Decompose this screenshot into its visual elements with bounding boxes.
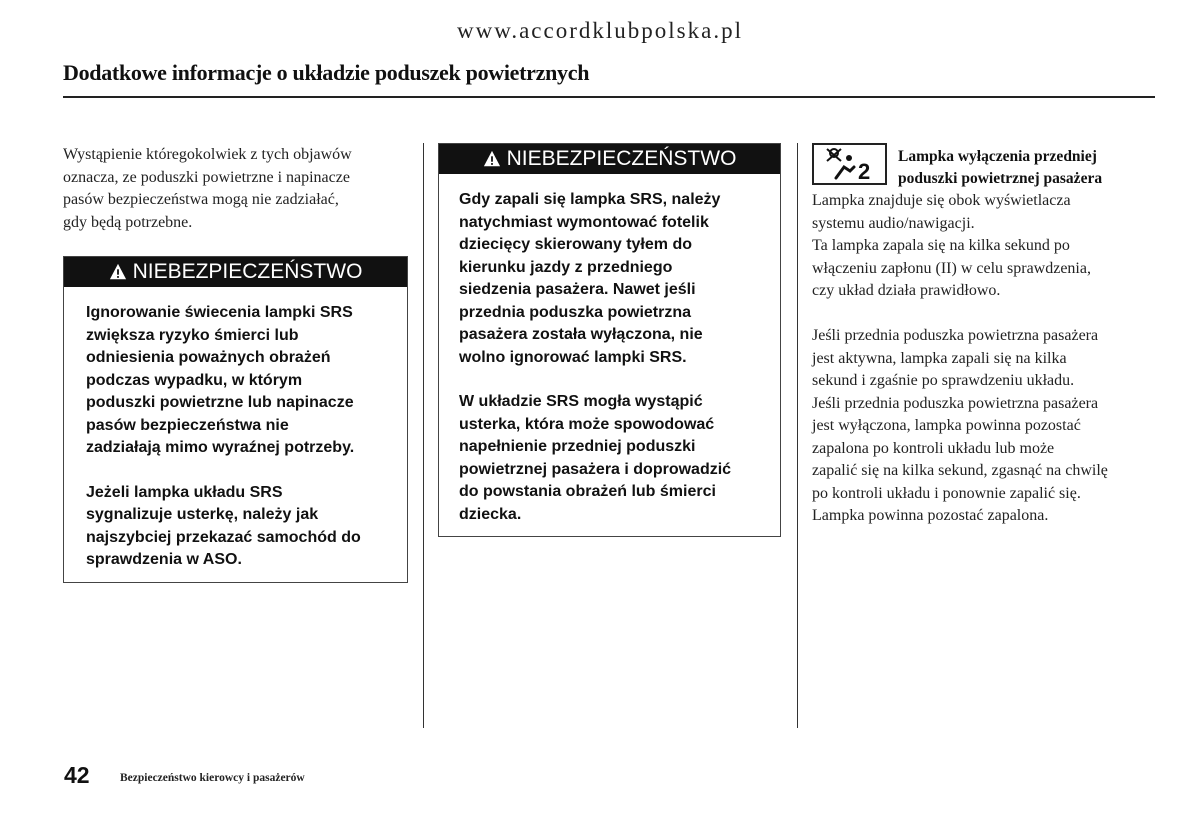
text-line: najszybciej przekazać samochód do	[86, 528, 361, 546]
text-line: wolno ignorować lampki SRS.	[459, 348, 687, 366]
text-line: Jeżeli lampka układu SRS	[86, 483, 283, 501]
text-line: pasów bezpieczeństwa mogą nie zadziałać,	[63, 191, 339, 208]
lamp-paragraph-1	[812, 190, 1162, 303]
text-line: odniesienia poważnych obrażeń	[86, 349, 331, 366]
warning-box-2	[438, 143, 781, 537]
text-line: oznacza, ze poduszki powietrzne i napinacze	[63, 168, 350, 186]
warning-paragraph	[459, 391, 772, 526]
text-line: Lampka powinna pozostać zapalona.	[812, 507, 1049, 524]
text-line: zadziałają mimo wyraźnej potrzeby.	[86, 439, 355, 456]
text-line: poduszki powietrznej pasażera	[898, 170, 1103, 187]
text-line: dziecięcy skierowany tyłem do	[459, 236, 692, 253]
text-line: jest wyłączona, lampka powinna pozostać	[812, 417, 1081, 434]
text-line: sprawdzenia w ASO.	[86, 551, 242, 568]
warning-heading-bar	[439, 144, 780, 174]
warning-body	[64, 287, 407, 572]
text-line: przednia poduszka powietrzna	[459, 303, 692, 321]
indicator-number: 2	[858, 159, 871, 184]
site-url: www.accordklubpolska.pl	[457, 18, 743, 43]
text-line: zapalona po kontroli układu lub może	[812, 439, 1055, 457]
text-line: powietrznej pasażera i doprowadzić	[459, 460, 732, 478]
lamp-title	[898, 146, 1102, 190]
text-line: sygnalizuje usterkę, należy jak	[86, 506, 319, 523]
text-line: pasów bezpieczeństwa nie	[86, 416, 289, 434]
text-line: W układzie SRS mogła wystąpić	[459, 393, 703, 410]
text-line: zapalić się na kilka sekund, zgasnąć na chwilę	[812, 462, 1108, 479]
warning-paragraph	[459, 189, 772, 369]
page-number: 42	[64, 762, 90, 788]
lamp-paragraph-2	[812, 325, 1167, 528]
title-rule	[63, 96, 1155, 98]
text-line: gdy będą potrzebne.	[63, 213, 193, 231]
airbag-off-indicator-icon	[814, 145, 885, 183]
text-line: Ta lampka zapala się na kilka sekund po	[812, 237, 1070, 254]
text-line: natychmiast wymontować fotelik	[459, 213, 709, 231]
text-line: Wystąpienie któregokolwiek z tych objawów	[63, 146, 352, 163]
text-line: włączeniu zapłonu (II) w celu sprawdzenia,	[812, 259, 1091, 277]
text-line: poduszki powietrzne lub napinacze	[86, 394, 354, 411]
text-line: po kontroli układu i ponownie zapalić się.	[812, 484, 1081, 502]
warning-heading: NIEBEZPIECZEŃSTWO	[132, 260, 363, 283]
column-divider-1	[423, 143, 424, 728]
text-line: Jeśli przednia poduszka powietrzna pasażera	[812, 394, 1099, 412]
warning-paragraph	[86, 302, 397, 460]
warning-paragraph	[86, 482, 397, 572]
text-line: pasażera została wyłączona, nie	[459, 326, 703, 343]
text-line: do powstania obrażeń lub śmierci	[459, 483, 716, 500]
warning-body	[439, 174, 780, 526]
text-line: napełnienie przedniej poduszki	[459, 438, 696, 455]
text-line: Gdy zapali się lampka SRS, należy	[459, 191, 721, 208]
text-line: jest aktywna, lampka zapali się na kilka	[812, 349, 1067, 367]
text-line: Lampka wyłączenia przedniej	[898, 148, 1097, 165]
text-line: Jeśli przednia poduszka powietrzna pasażera	[812, 327, 1099, 344]
warning-heading-bar	[64, 257, 407, 287]
text-line: Ignorowanie świecenia lampki SRS	[86, 304, 353, 321]
warning-triangle-icon	[483, 150, 501, 168]
text-line: Lampka znajduje się obok wyświetlacza	[812, 192, 1071, 209]
warning-heading: NIEBEZPIECZEŃSTWO	[506, 147, 737, 170]
section-name: Bezpieczeństwo kierowcy i pasażerów	[120, 772, 305, 784]
warning-box-1	[63, 256, 408, 583]
airbag-off-indicator-icon	[812, 143, 887, 185]
text-line: podczas wypadku, w którym	[86, 371, 303, 389]
intro-paragraph	[63, 144, 413, 234]
page-title: Dodatkowe informacje o układzie poduszek powietrznych	[63, 60, 590, 85]
column-divider-2	[797, 143, 798, 728]
text-line: czy układ działa prawidłowo.	[812, 282, 1001, 299]
text-line: sekund i zgaśnie po sprawdzeniu układu.	[812, 372, 1075, 389]
text-line: zwiększa ryzyko śmierci lub	[86, 326, 299, 344]
text-line: systemu audio/nawigacji.	[812, 214, 975, 232]
text-line: dziecka.	[459, 505, 522, 523]
text-line: kierunku jazdy z przedniego	[459, 258, 673, 276]
warning-triangle-icon	[109, 263, 127, 281]
text-line: usterka, która może spowodować	[459, 415, 715, 433]
text-line: siedzenia pasażera. Nawet jeśli	[459, 281, 696, 298]
